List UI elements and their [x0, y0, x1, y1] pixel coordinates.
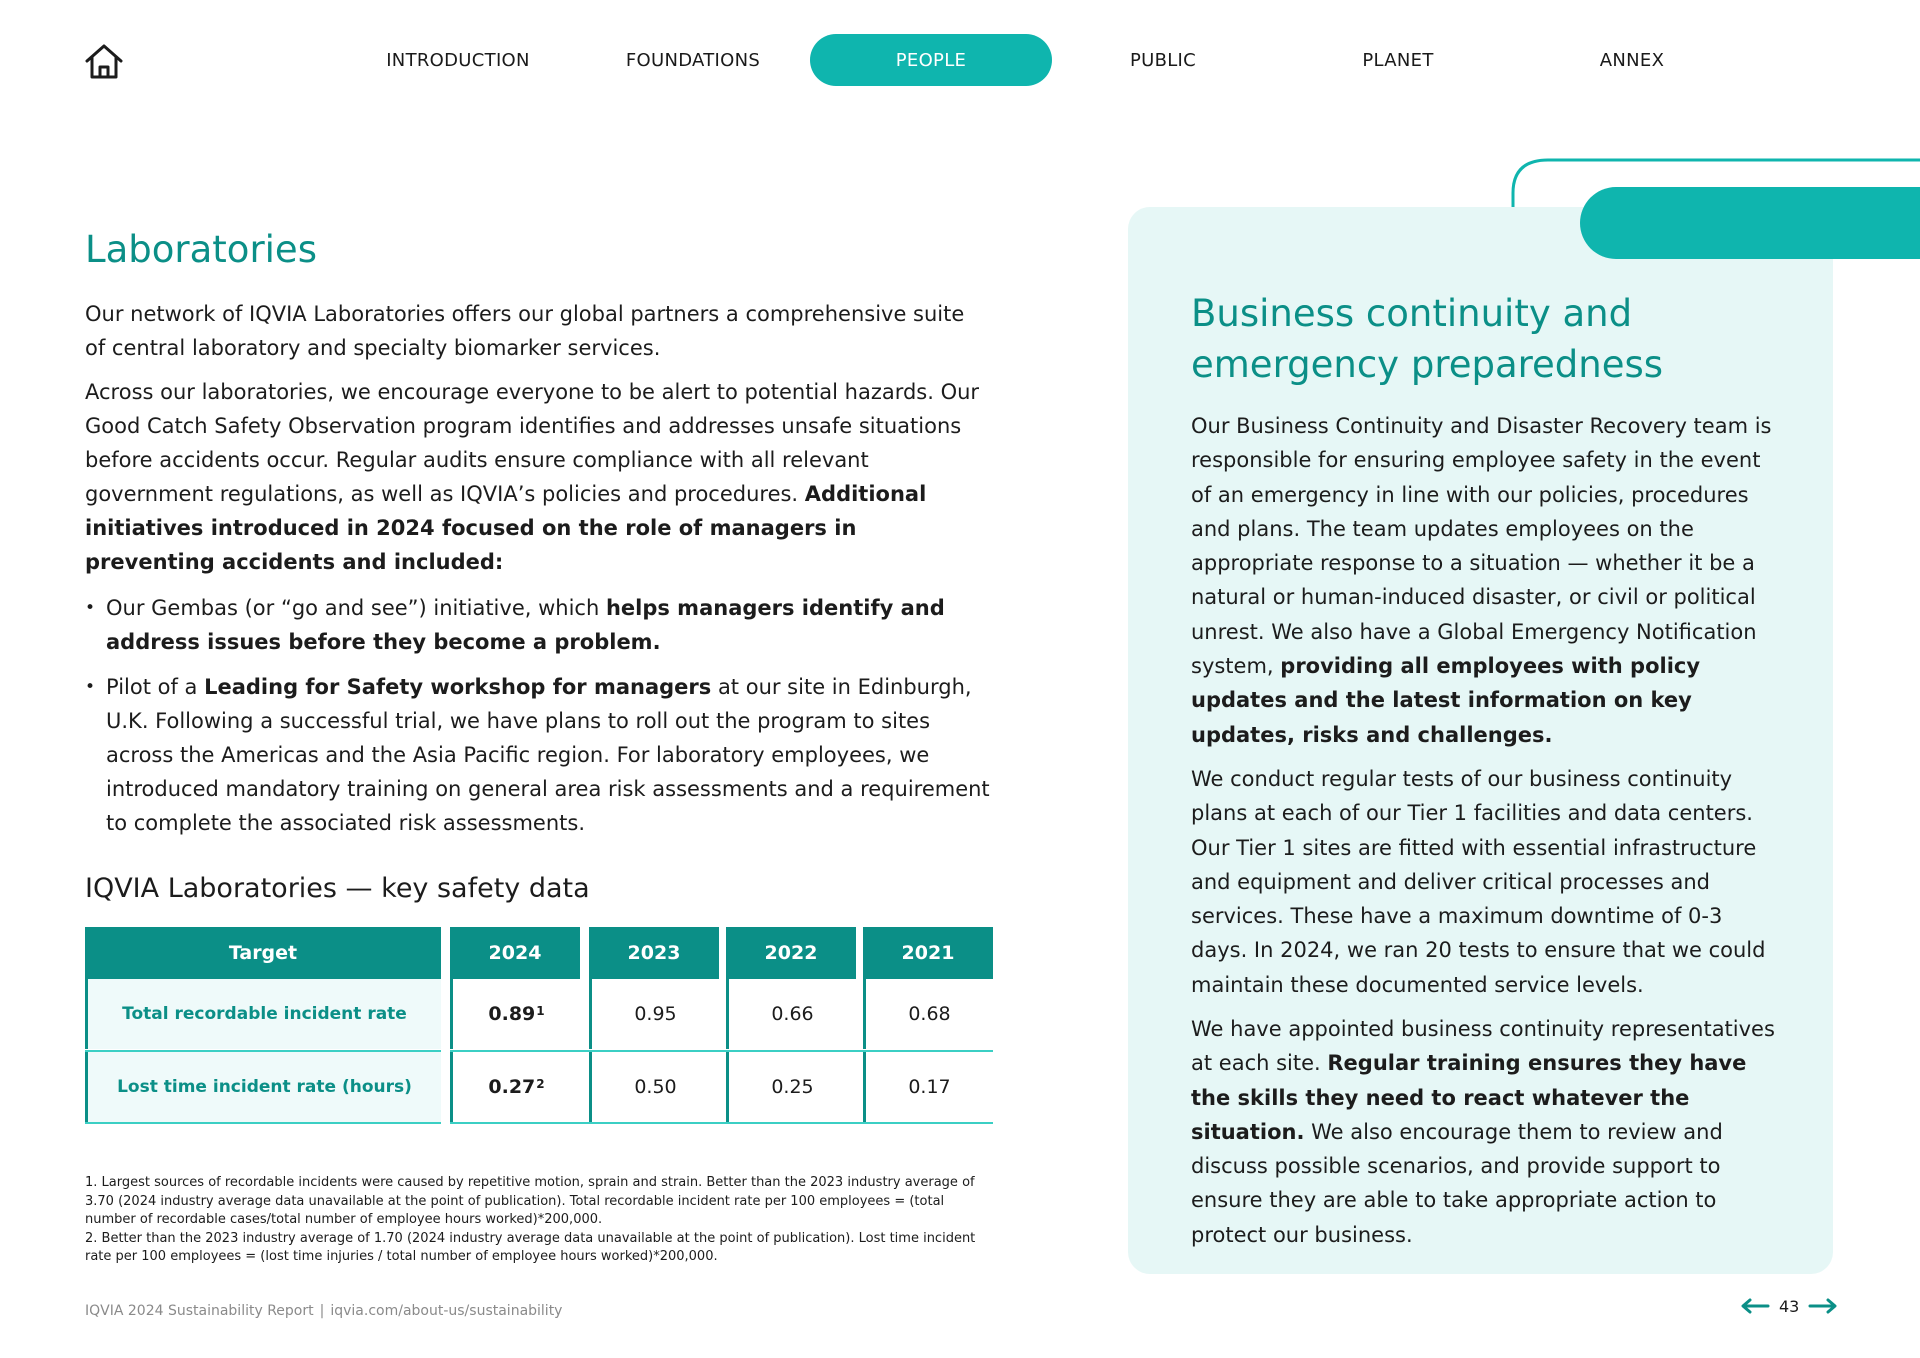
tab-planet[interactable]: PLANET — [1362, 49, 1434, 71]
table-cell-2024 — [450, 1052, 580, 1122]
panel-paragraph-3 — [1191, 1012, 1781, 1252]
row-divider — [450, 1122, 993, 1124]
value-text: 0.89 — [488, 1003, 536, 1025]
decorative-pill — [1580, 187, 1920, 259]
footnote-2: 2. Better than the 2023 industry average of 1.70 (2024 industry average data unavailable at the point of publication). Lost time incident rate per 100 employees = (lost time injuries / total number of employee hours worked)*200,000. — [85, 1230, 976, 1264]
list-item-leading-for-safety — [85, 670, 990, 840]
top-navigation — [0, 34, 1920, 86]
tab-introduction[interactable]: INTRODUCTION — [386, 49, 530, 71]
panel-paragraph-2: We conduct regular tests of our business continuity plans at each of our Tier 1 facilities and data centers. Our Tier 1 sites are fitted with essential infrastructure and equipment and deliver critical processes and services. These have a maximum downtime of 0-3 days. In 2024, we ran 20 tests to ensure that we could maintain these documented service levels. — [1191, 767, 1766, 997]
gembas-bold: helps managers identify and address issues before they become a problem. — [106, 596, 945, 654]
panel-p3-pre: We have appointed business continuity representatives at each site. — [1191, 1017, 1775, 1076]
page-navigation — [1740, 1294, 1838, 1318]
tab-people[interactable]: PEOPLE — [810, 34, 1052, 86]
pilot-text-pre: Pilot of a — [106, 675, 205, 699]
list-item-gembas — [85, 591, 990, 659]
lab-hazards-bold: Additional initiatives introduced in 2024 focused on the role of managers in preventing accidents and included: — [85, 482, 927, 574]
pilot-text-post: at our site in Edinburgh, U.K. Following a successful trial, we have plans to roll out the program to sites across the Americas and the Asia Pacific region. For laboratory employees, we introduced mandatory training on general area risk assessments and a requirement to complete the associated risk assessments. — [106, 675, 990, 835]
table-header-2021: 2021 — [863, 927, 993, 979]
lab-intro-paragraph: Our network of IQVIA Laboratories offers our global partners a comprehensive suite of central laboratory and specialty biomarker services. — [85, 302, 965, 360]
table-cell-2022: 0.66 — [726, 979, 856, 1049]
footnotes — [85, 1174, 995, 1267]
tab-annex[interactable]: ANNEX — [1599, 49, 1665, 71]
panel-title: Business continuity and emergency preparedness — [1191, 292, 1664, 386]
footnote-1-number: 1. — [85, 1175, 98, 1190]
footnote-ref: 1 — [536, 1004, 545, 1018]
table-cell-2023: 0.95 — [589, 979, 719, 1049]
table-header-2023: 2023 — [589, 927, 719, 979]
arrow-left-icon[interactable] — [1740, 1297, 1770, 1315]
sustainability-link[interactable]: iqvia.com/about-us/sustainability — [330, 1303, 563, 1319]
value-text: 0.27 — [488, 1076, 536, 1098]
page-number: 43 — [1779, 1296, 1800, 1316]
panel-p1-text: Our Business Continuity and Disaster Recovery team is responsible for ensuring employee safety in the event of an emergency in line with our policies, procedures and plans. The team updates employees on the appropriate response to a situation — whether it be a natural or human-induced disaster, or civil or political unrest. We also have a Global Emergency Notification system, — [1191, 414, 1772, 679]
footnote-1 — [85, 1174, 995, 1230]
table-header-target: Target — [85, 927, 441, 979]
lab-hazards-paragraph — [85, 375, 990, 579]
table-header-2022: 2022 — [726, 927, 856, 979]
table-cell-2023: 0.50 — [589, 1052, 719, 1122]
panel-p3-post: We also encourage them to review and discuss possible scenarios, and provide support to ensure they are able to take appropriate action to protect our business. — [1191, 1119, 1723, 1247]
table-title: IQVIA Laboratories — key safety data — [85, 873, 590, 904]
table-header-2024: 2024 — [450, 927, 580, 979]
tab-public[interactable]: PUBLIC — [1129, 49, 1197, 71]
lab-hazards-text: Across our laboratories, we encourage everyone to be alert to potential hazards. Our Good Catch Safety Observation program identifies and addresses unsafe situations before accidents occur. Regular audits ensure compliance with all relevant government regulations, as well as IQVIA’s policies and procedures. — [85, 380, 980, 506]
table-cell-2024 — [450, 979, 580, 1049]
page-footer — [85, 1303, 562, 1319]
footnote-1-text: Largest sources of recordable incidents were caused by repetitive motion, sprain and strain. Better than the 2023 industry average of 3.70 (2024 industry average data unavailable at the point of publication). Total recordable incident rate per 100 employees = (total number of recordable cases/total number of employee hours worked)*200,000. — [85, 1175, 975, 1227]
table-row-label: Total recordable incident rate — [85, 979, 441, 1049]
arrow-right-icon[interactable] — [1808, 1297, 1838, 1315]
section-title-laboratories: Laboratories — [85, 228, 317, 271]
panel-p1-bold: providing all employees with policy updates and the latest information on key updates, risks and challenges. — [1191, 654, 1701, 747]
panel-p3-bold: Regular training ensures they have the skills they need to react whatever the situation. — [1191, 1051, 1747, 1144]
footer-divider: | — [319, 1303, 325, 1319]
table-cell-2022: 0.25 — [726, 1052, 856, 1122]
footnote-ref: 2 — [536, 1077, 545, 1091]
pilot-text-bold: Leading for Safety workshop for managers — [204, 675, 712, 699]
table-cell-2021: 0.17 — [863, 1052, 993, 1122]
report-name: IQVIA 2024 Sustainability Report — [85, 1303, 314, 1319]
row-divider — [85, 1122, 441, 1124]
table-cell-2021: 0.68 — [863, 979, 993, 1049]
tab-foundations[interactable]: FOUNDATIONS — [625, 49, 761, 71]
table-row-label: Lost time incident rate (hours) — [85, 1052, 441, 1122]
panel-paragraph-1 — [1191, 409, 1781, 752]
gembas-text: Our Gembas (or “go and see”) initiative, which — [106, 596, 606, 620]
